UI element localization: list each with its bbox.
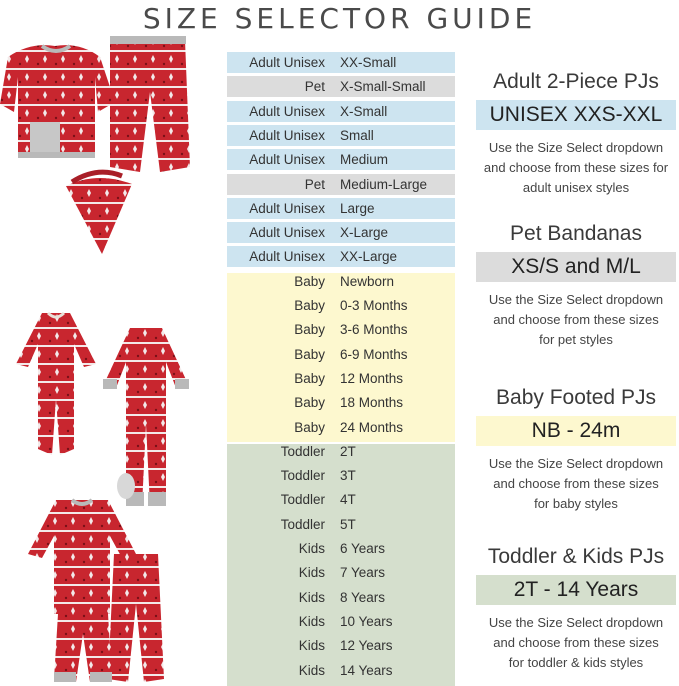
size-range-banner: UNISEX XXS-XXL	[476, 100, 676, 130]
row-size: X-Small-Small	[340, 79, 426, 94]
row-size: 6 Years	[340, 541, 386, 556]
row-category: Pet	[304, 79, 325, 94]
table-row	[227, 125, 455, 146]
row-size: XX-Small	[340, 55, 397, 70]
page-title: SIZE SELECTOR GUIDE	[142, 2, 537, 35]
row-size: X-Small	[340, 104, 388, 119]
row-category: Kids	[298, 541, 325, 556]
row-category: Kids	[298, 614, 325, 629]
table-row	[227, 52, 455, 73]
row-category: Adult Unisex	[249, 249, 325, 264]
table-row	[227, 76, 455, 97]
table-row	[227, 344, 455, 365]
table-row	[227, 514, 455, 535]
section-description: Use the Size Select dropdown and choose from these sizes for adult unisex styles	[483, 140, 669, 195]
row-size: 6-9 Months	[340, 347, 408, 362]
row-category: Adult Unisex	[249, 104, 325, 119]
product-photos	[0, 24, 200, 686]
table-row	[227, 368, 455, 389]
row-size: 0-3 Months	[340, 298, 408, 313]
row-category: Adult Unisex	[249, 225, 325, 240]
section-description: Use the Size Select dropdown and choose from these sizes for baby styles	[488, 456, 664, 511]
table-row	[227, 489, 455, 510]
table-row	[227, 246, 455, 267]
row-category: Baby	[294, 420, 325, 435]
row-size: XX-Large	[340, 249, 398, 264]
table-row	[227, 562, 455, 583]
section-heading: Toddler & Kids PJs	[487, 545, 665, 568]
row-size: Medium-Large	[340, 177, 428, 192]
row-size: X-Large	[340, 225, 389, 240]
table-row	[227, 392, 455, 413]
row-size: 5T	[340, 517, 356, 532]
section-toddler-kids	[473, 545, 679, 673]
row-category: Kids	[298, 565, 325, 580]
section-description: Use the Size Select dropdown and choose from these sizes for pet styles	[488, 292, 664, 347]
row-size: Small	[340, 128, 374, 143]
table-row	[227, 149, 455, 170]
row-category: Baby	[294, 298, 325, 313]
row-category: Baby	[294, 322, 325, 337]
section-pet	[473, 222, 679, 350]
row-size: 8 Years	[340, 590, 386, 605]
row-size: 2T	[340, 444, 356, 459]
table-row	[227, 222, 455, 243]
section-description: Use the Size Select dropdown and choose from these sizes for toddler & kids styles	[488, 615, 664, 670]
table-row	[227, 441, 455, 462]
row-size: 24 Months	[340, 420, 404, 435]
section-adult	[473, 70, 679, 198]
table-row	[227, 417, 455, 438]
table-row	[227, 587, 455, 608]
size-range-banner: 2T - 14 Years	[476, 575, 676, 605]
table-row	[227, 174, 455, 195]
row-size: Medium	[340, 152, 389, 167]
row-size: 14 Years	[340, 663, 393, 678]
row-size: 7 Years	[340, 565, 386, 580]
table-row	[227, 538, 455, 559]
table-row	[227, 101, 455, 122]
pet-bandana-image	[62, 166, 137, 256]
row-category: Baby	[294, 395, 325, 410]
row-category: Kids	[298, 663, 325, 678]
table-row	[227, 635, 455, 656]
row-size: 3T	[340, 468, 356, 483]
row-size: 12 Months	[340, 371, 404, 386]
row-size: Newborn	[340, 274, 395, 289]
kids-pajama-image	[28, 494, 168, 686]
adult-pajama-image	[0, 32, 195, 182]
row-size: 3-6 Months	[340, 322, 408, 337]
table-row	[227, 295, 455, 316]
section-heading: Baby Footed PJs	[496, 386, 656, 409]
section-baby	[473, 386, 679, 514]
row-category: Adult Unisex	[249, 152, 325, 167]
row-category: Adult Unisex	[249, 55, 325, 70]
row-category: Toddler	[280, 517, 325, 532]
table-row	[227, 660, 455, 681]
row-category: Adult Unisex	[249, 128, 325, 143]
row-size: Large	[340, 201, 375, 216]
row-category: Baby	[294, 274, 325, 289]
row-category: Toddler	[280, 468, 325, 483]
row-size: 10 Years	[340, 614, 393, 629]
row-category: Toddler	[280, 444, 325, 459]
table-row	[227, 319, 455, 340]
table-row	[227, 465, 455, 486]
row-size: 18 Months	[340, 395, 404, 410]
row-category: Pet	[304, 177, 325, 192]
size-range-banner: NB - 24m	[476, 416, 676, 446]
table-row	[227, 611, 455, 632]
row-size: 12 Years	[340, 638, 393, 653]
row-category: Kids	[298, 638, 325, 653]
section-heading: Pet Bandanas	[510, 222, 642, 245]
row-category: Baby	[294, 347, 325, 362]
table-row	[227, 271, 455, 292]
table-row	[227, 198, 455, 219]
section-heading: Adult 2-Piece PJs	[493, 70, 659, 93]
row-category: Toddler	[280, 492, 325, 507]
baby-pajama-image-1	[12, 309, 100, 459]
row-category: Adult Unisex	[249, 201, 325, 216]
row-category: Kids	[298, 590, 325, 605]
row-category: Baby	[294, 371, 325, 386]
row-size: 4T	[340, 492, 356, 507]
size-range-banner: XS/S and M/L	[476, 252, 676, 282]
